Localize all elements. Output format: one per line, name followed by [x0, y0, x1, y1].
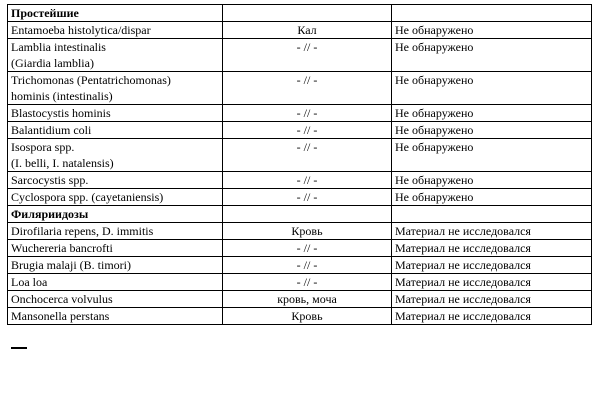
table-row — [8, 257, 592, 274]
material-cell: кровь, моча — [223, 291, 392, 308]
material-cell: - // - — [223, 105, 392, 122]
result-cell: Не обнаружено — [392, 122, 592, 139]
result-cell: Материал не исследовался — [392, 291, 592, 308]
table-row — [8, 139, 592, 172]
material-cell: - // - — [223, 274, 392, 291]
organism-cell: Dirofilaria repens, D. immitis — [8, 223, 223, 240]
result-cell: Материал не исследовался — [392, 240, 592, 257]
results-table-body — [8, 5, 592, 325]
table-row — [8, 240, 592, 257]
material-cell: Кровь — [223, 308, 392, 325]
section-header-row — [8, 5, 592, 22]
organism-cell: Balantidium coli — [8, 122, 223, 139]
organism-cell: Loa loa — [8, 274, 223, 291]
table-row — [8, 291, 592, 308]
material-cell: - // - — [223, 72, 392, 105]
organism-cell: Entamoeba histolytica/dispar — [8, 22, 223, 39]
material-cell: - // - — [223, 172, 392, 189]
organism-cell: Wuchereria bancrofti — [8, 240, 223, 257]
result-cell: Материал не исследовался — [392, 308, 592, 325]
result-cell: Материал не исследовался — [392, 274, 592, 291]
result-cell: Материал не исследовался — [392, 223, 592, 240]
material-cell: Кал — [223, 22, 392, 39]
section-title: Филяриидозы — [8, 206, 223, 223]
table-row — [8, 72, 592, 105]
organism-cell: Trichomonas (Pentatrichomonas) hominis (intestinalis) — [8, 72, 223, 105]
section-title: Простейшие — [8, 5, 223, 22]
table-row — [8, 223, 592, 240]
empty-cell — [223, 206, 392, 223]
material-cell: Кровь — [223, 223, 392, 240]
material-cell: - // - — [223, 139, 392, 172]
result-cell: Не обнаружено — [392, 172, 592, 189]
result-cell: Не обнаружено — [392, 105, 592, 122]
result-cell: Не обнаружено — [392, 39, 592, 72]
end-dash — [11, 347, 27, 349]
material-cell: - // - — [223, 240, 392, 257]
results-table — [7, 4, 592, 325]
material-cell: - // - — [223, 39, 392, 72]
organism-cell: Blastocystis hominis — [8, 105, 223, 122]
result-cell: Не обнаружено — [392, 72, 592, 105]
section-header-row — [8, 206, 592, 223]
table-row — [8, 308, 592, 325]
organism-cell: Lamblia intestinalis (Giardia lamblia) — [8, 39, 223, 72]
table-row — [8, 172, 592, 189]
material-cell: - // - — [223, 189, 392, 206]
table-row — [8, 22, 592, 39]
organism-cell: Mansonella perstans — [8, 308, 223, 325]
result-cell: Не обнаружено — [392, 189, 592, 206]
table-row — [8, 122, 592, 139]
empty-cell — [392, 206, 592, 223]
empty-cell — [223, 5, 392, 22]
organism-cell: Sarcocystis spp. — [8, 172, 223, 189]
result-cell: Материал не исследовался — [392, 257, 592, 274]
table-row — [8, 105, 592, 122]
empty-cell — [392, 5, 592, 22]
result-cell: Не обнаружено — [392, 22, 592, 39]
material-cell: - // - — [223, 122, 392, 139]
material-cell: - // - — [223, 257, 392, 274]
organism-cell: Cyclospora spp. (cayetaniensis) — [8, 189, 223, 206]
table-row — [8, 274, 592, 291]
table-row — [8, 189, 592, 206]
table-row — [8, 39, 592, 72]
organism-cell: Brugia malaji (B. timori) — [8, 257, 223, 274]
organism-cell: Onchocerca volvulus — [8, 291, 223, 308]
result-cell: Не обнаружено — [392, 139, 592, 172]
organism-cell: Isospora spp. (I. belli, I. natalensis) — [8, 139, 223, 172]
